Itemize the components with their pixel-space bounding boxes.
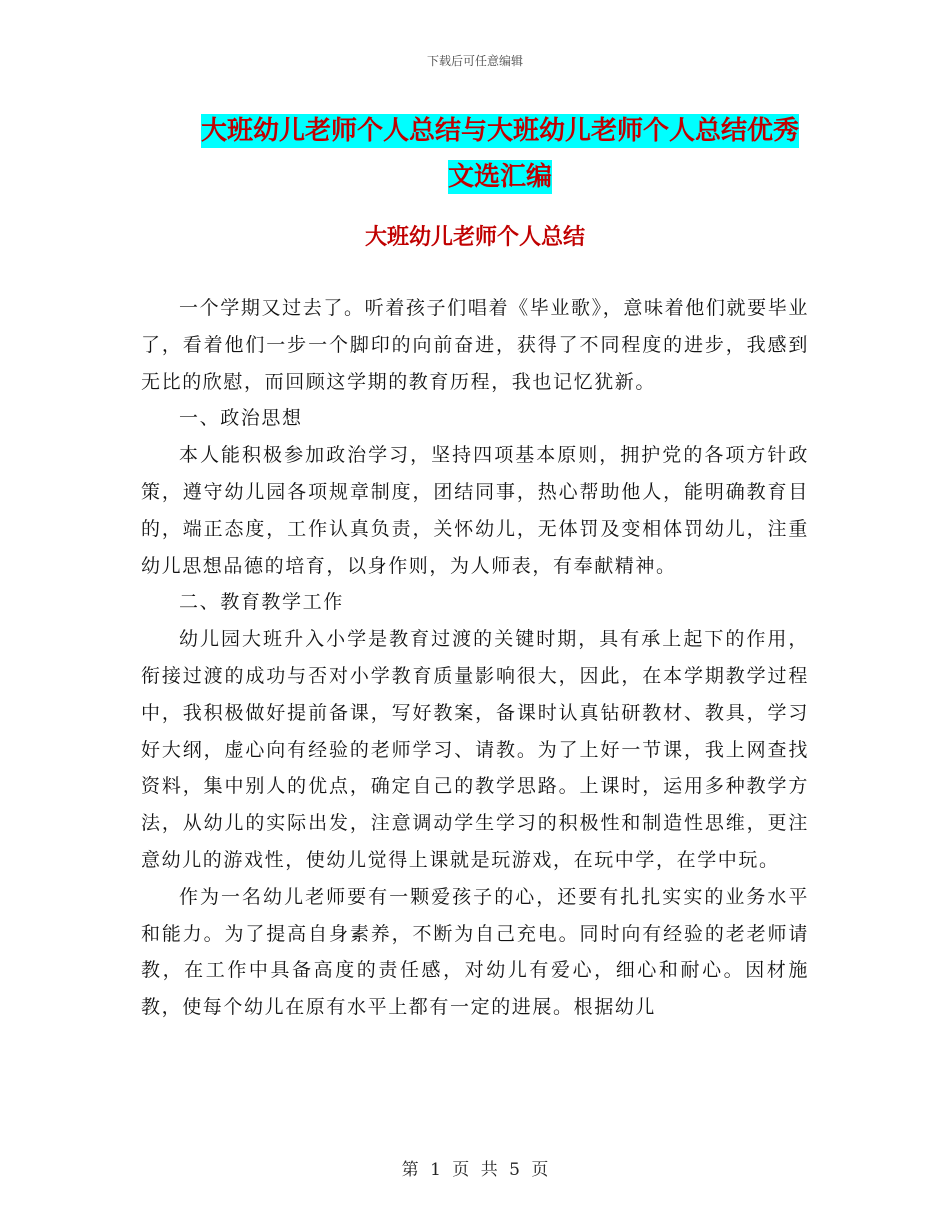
heading-teaching: 二、教育教学工作 [179, 591, 344, 614]
document-title [150, 108, 850, 200]
paragraph-teacher-quality: 作为一名幼儿老师要有一颗爱孩子的心，还要有扎扎实实的业务水平和能力。为了提高自身素养，不断为自己充电。同时向有经验的老老师请教，在工作中具备高度的责任感，对幼儿有爱心，细心和耐心。因材施教，使每个幼儿在原有水平上都有一定的进展。根据幼儿 [141, 885, 809, 1019]
heading-politics: 一、政治思想 [179, 407, 303, 430]
section-title: 大班幼儿老师个人总结 [364, 225, 585, 250]
header-note: 下载后可任意编辑 [426, 54, 523, 68]
paragraph-teaching: 幼儿园大班升入小学是教育过渡的关键时期，具有承上起下的作用，衔接过渡的成功与否对小学教育质量影响很大，因此，在本学期教学过程中，我积极做好提前备课，写好教案，备课时认真钻研教材、教具，学习好大纲，虚心向有经验的老师学习、请教。为了上好一节课，我上网查找资料，集中别人的优点，确定自己的教学思路。上课时，运用多种教学方法，从幼儿的实际出发，注意调动学生学习的积极性和制造性思维，更注意幼儿的游戏性，使幼儿觉得上课就是玩游戏，在玩中学，在学中玩。 [141, 628, 809, 871]
paragraph-intro: 一个学期又过去了。听着孩子们唱着《毕业歌》，意味着他们就要毕业了，看着他们一步一个脚印的向前奋进，获得了不同程度的进步，我感到无比的欣慰，而回顾这学期的教育历程，我也记忆犹新。 [141, 297, 809, 393]
body-text [141, 290, 809, 1026]
title-line-1: 大班幼儿老师个人总结与大班幼儿老师个人总结优秀 [200, 116, 799, 146]
page-footer: 第 1 页 共 5 页 [401, 1160, 549, 1180]
paragraph-politics: 本人能积极参加政治学习，坚持四项基本原则，拥护党的各项方针政策，遵守幼儿园各项规章制度，团结同事，热心帮助他人，能明确教育目的，端正态度，工作认真负责，关怀幼儿，无体罚及变相体罚幼儿，注重幼儿思想品德的培育，以身作则，为人师表，有奉献精神。 [141, 444, 809, 577]
title-line-2: 文选汇编 [447, 162, 552, 192]
